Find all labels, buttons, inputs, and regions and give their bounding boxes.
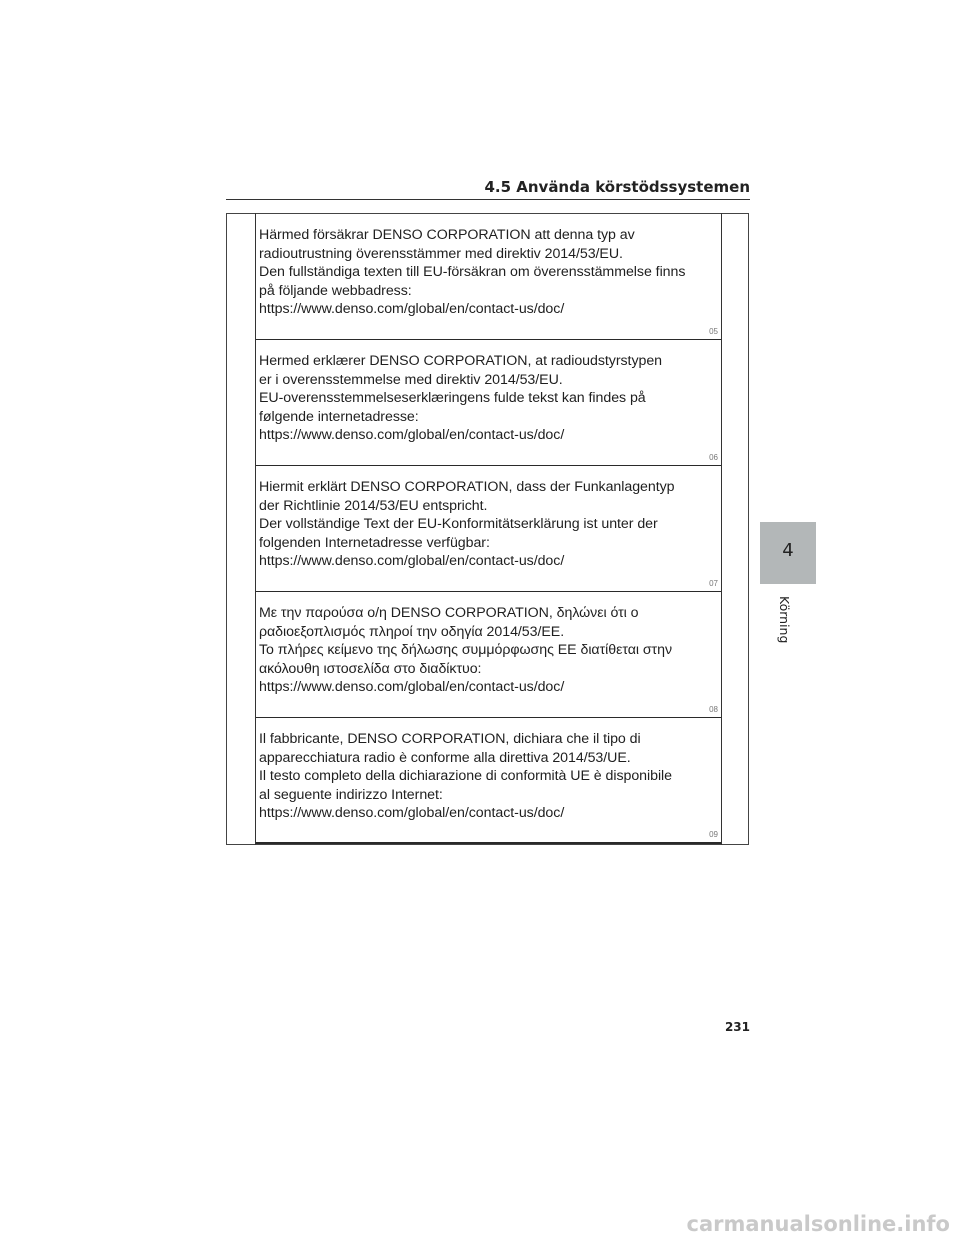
declaration-text (259, 604, 714, 697)
declaration-line: der Richtlinie 2014/53/EU entspricht. (259, 497, 488, 514)
declaration-line: på följande webbadress: (259, 282, 412, 299)
declaration-line: al seguente indirizzo Internet: (259, 786, 443, 803)
block-number: 08 (709, 705, 718, 714)
declaration-line: EU-overensstemmelseserklæringens fulde tekst kan findes på (259, 390, 646, 407)
declaration-line: Den fullständiga texten till EU-försäkran om överensstämmelse finns (259, 264, 686, 281)
declaration-line: Hermed erklærer DENSO CORPORATION, at radioudstyrstypen (259, 353, 663, 369)
declaration-text (259, 730, 714, 823)
section-header-title: 4.5 Använda körstödssystemen (484, 178, 750, 196)
block-number: 05 (709, 327, 718, 336)
declaration-line: radioutrustning överensstämmer med direktiv 2014/53/EU. (259, 245, 623, 262)
declaration-line: følgende internetadresse: (259, 408, 419, 425)
declaration-line: Der vollständige Text der EU-Konformitätserklärung ist unter der (259, 516, 658, 533)
declaration-line: Il testo completo della dichiarazione di conformità UE è disponibile (259, 768, 672, 785)
block-number: 06 (709, 453, 718, 462)
chapter-tab (760, 522, 816, 584)
chapter-number: 4 (782, 540, 794, 561)
declaration-line: er i overensstemmelse med direktiv 2014/53/EU. (259, 371, 563, 388)
block-number: 07 (709, 579, 718, 588)
declaration-line: Härmed försäkrar DENSO CORPORATION att denna typ av (259, 227, 635, 243)
chapter-label-text: Körning (777, 596, 792, 644)
declaration-line: ακόλουθη ιστοσελίδα στο διαδίκτυο: (259, 660, 482, 677)
declaration-block-german (256, 466, 721, 592)
declaration-line: Το πλήρες κείμενο της δήλωσης συμμόρφωσης ΕΕ διατίθεται στην (259, 642, 672, 659)
declaration-block-italian (256, 718, 721, 844)
declaration-url: https://www.denso.com/global/en/contact-us/doc/ (259, 805, 565, 822)
declaration-url: https://www.denso.com/global/en/contact-us/doc/ (259, 427, 565, 444)
declaration-line: Il fabbricante, DENSO CORPORATION, dichiara che il tipo di (259, 731, 641, 747)
declaration-line: folgenden Internetadresse verfügbar: (259, 534, 490, 551)
page-number: 231 (724, 1020, 750, 1034)
block-number: 09 (709, 830, 718, 839)
declaration-block-danish (256, 340, 721, 466)
declaration-block-swedish (256, 214, 721, 340)
declaration-text (259, 226, 714, 319)
declaration-block-greek (256, 592, 721, 718)
header-rule (226, 199, 750, 200)
declaration-line: Hiermit erklärt DENSO CORPORATION, dass der Funkanlagentyp (259, 479, 675, 495)
declaration-text (259, 478, 714, 571)
declaration-text (259, 352, 714, 445)
declaration-url: https://www.denso.com/global/en/contact-us/doc/ (259, 553, 565, 570)
declaration-url: https://www.denso.com/global/en/contact-us/doc/ (259, 301, 565, 318)
declaration-url: https://www.denso.com/global/en/contact-us/doc/ (259, 679, 565, 696)
declaration-line: Με την παρούσα ο/η DENSO CORPORATION, δηλώνει ότι ο (259, 605, 639, 621)
chapter-label (777, 596, 797, 656)
declaration-line: ραδιοεξοπλισμός πληροί την οδηγία 2014/53/ΕΕ. (259, 623, 565, 640)
watermark: carmanualsonline.info (686, 1212, 950, 1236)
declaration-line: apparecchiatura radio è conforme alla direttiva 2014/53/UE. (259, 749, 631, 766)
